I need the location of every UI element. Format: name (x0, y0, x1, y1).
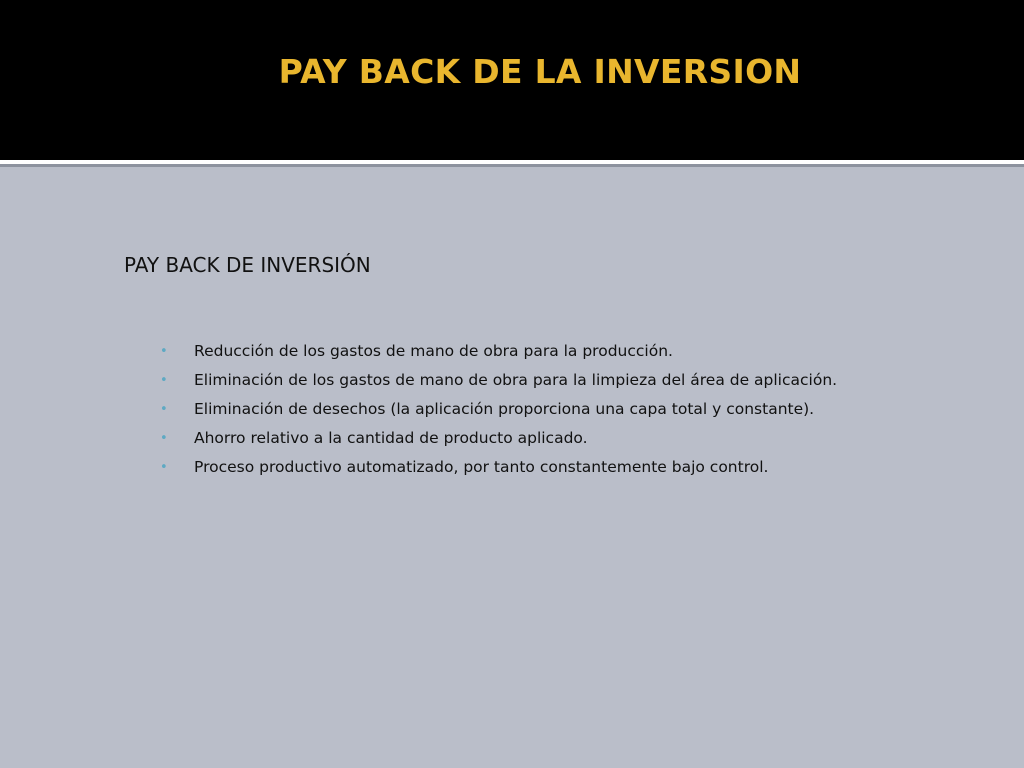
list-item (160, 340, 837, 369)
list-item (160, 369, 837, 398)
list-item (160, 456, 837, 485)
slide-title: PAY BACK DE LA INVERSION (278, 52, 802, 91)
list-item-text: Ahorro relativo a la cantidad de producto aplicado. (194, 429, 588, 447)
bullet-dot-icon: • (160, 460, 168, 475)
bullet-dot-icon: • (160, 402, 168, 417)
list-item-text: Eliminación de desechos (la aplicación proporciona una capa total y constante). (194, 400, 815, 418)
list-item (160, 427, 837, 456)
header-divider-shadow (0, 164, 1024, 167)
bullet-list (160, 340, 837, 485)
list-item (160, 398, 837, 427)
slide-subtitle: PAY BACK DE INVERSIÓN (124, 253, 371, 277)
list-item-text: Reducción de los gastos de mano de obra para la producción. (194, 342, 673, 360)
header-band (0, 0, 1024, 160)
bullet-dot-icon: • (160, 373, 168, 388)
bullet-dot-icon: • (160, 431, 168, 446)
list-item-text: Eliminación de los gastos de mano de obra para la limpieza del área de aplicación. (194, 371, 838, 389)
list-item-text: Proceso productivo automatizado, por tanto constantemente bajo control. (194, 458, 769, 476)
bullet-dot-icon: • (160, 344, 168, 359)
